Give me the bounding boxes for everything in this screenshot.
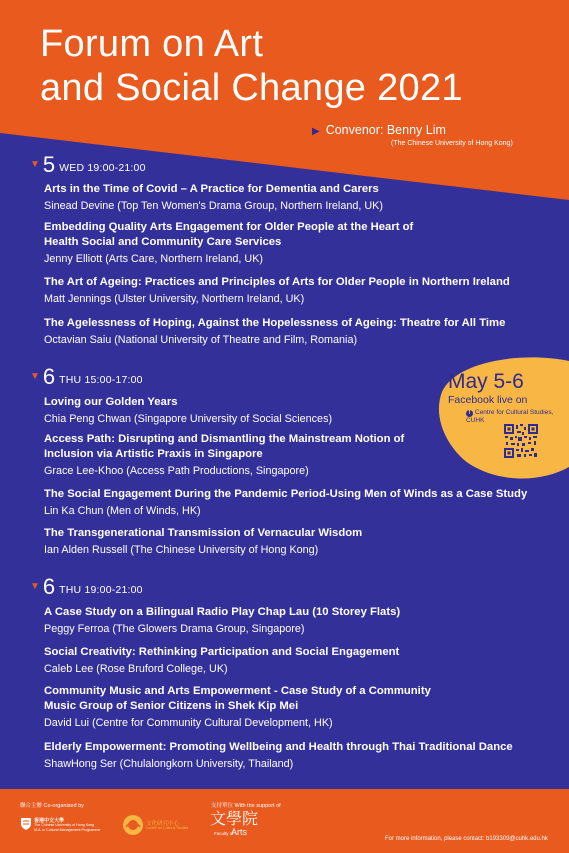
talk-speaker: Chia Peng Chwan (Singapore University of Social Sciences) bbox=[44, 413, 333, 425]
talk-speaker: Lin Ka Chun (Men of Winds, HK) bbox=[44, 505, 201, 517]
talk-speaker: Octavian Saiu (National University of Theatre and Film, Romania) bbox=[44, 334, 358, 346]
talk-title-line-2: Health Social and Community Care Services bbox=[44, 236, 282, 248]
talk-title: The Transgenerational Transmission of Vernacular Wisdom bbox=[44, 527, 363, 539]
talk-item bbox=[44, 432, 404, 478]
talk-item bbox=[44, 605, 400, 636]
ccs-name-cn: 文化研究中心 bbox=[146, 821, 180, 827]
ccs-name-en: Centre for Cultural Studies bbox=[146, 826, 189, 830]
facebook-page bbox=[466, 409, 553, 417]
talk-title: Community Music and Arts Empowerment - Case Study of a Community bbox=[44, 685, 431, 697]
talk-speaker: Peggy Ferroa (The Glowers Drama Group, Singapore) bbox=[44, 623, 305, 635]
triangle-icon: ▶ bbox=[312, 126, 320, 137]
talk-speaker: Ian Alden Russell (The Chinese University of Hong Kong) bbox=[44, 544, 319, 556]
cuhk-programme: M.A. in Cultural Management Programme bbox=[34, 828, 101, 832]
talk-item bbox=[44, 316, 505, 347]
convenor-affiliation: (The Chinese University of Hong Kong) bbox=[391, 140, 513, 147]
talk-speaker: Caleb Lee (Rose Bruford College, UK) bbox=[44, 663, 228, 675]
talk-item bbox=[44, 220, 413, 266]
support-label: 支持單位 With the support of bbox=[211, 803, 281, 809]
co-organised-label: 聯合主辦 Co-organised by bbox=[20, 803, 84, 809]
footer-orange-band bbox=[0, 789, 569, 853]
facebook-icon: f bbox=[466, 410, 473, 417]
live-info bbox=[448, 370, 553, 425]
session-header bbox=[30, 364, 143, 390]
arts-label: Arts bbox=[231, 827, 248, 837]
talk-title-line-2: Inclusion via Artistic Praxis in Singapore bbox=[44, 448, 263, 460]
forum-title bbox=[40, 22, 463, 110]
facebook-live-label: Facebook live on bbox=[448, 394, 528, 406]
talk-title: Arts in the Time of Covid – A Practice for Dementia and Carers bbox=[44, 183, 379, 195]
title-line-1: Forum on Art bbox=[40, 23, 264, 65]
talk-title: Elderly Empowerment: Promoting Wellbeing and Health through Thai Traditional Dance bbox=[44, 741, 513, 753]
triangle-down-icon: ▼ bbox=[30, 581, 40, 592]
convenor-name: Convenor: Benny Lim bbox=[325, 123, 446, 137]
talk-title: Social Creativity: Rethinking Participation and Social Engagement bbox=[44, 646, 400, 658]
convenor bbox=[312, 123, 446, 137]
triangle-down-icon: ▼ bbox=[30, 159, 40, 170]
talk-title-line-2: Music Group of Senior Citizens in Shek Kip Mei bbox=[44, 700, 299, 712]
talk-speaker: ShawHong Ser (Chulalongkorn University, Thailand) bbox=[44, 758, 294, 770]
ccs-emblem-icon bbox=[122, 814, 144, 836]
talk-speaker: Matt Jennings (Ulster University, Northern Ireland, UK) bbox=[44, 293, 305, 305]
faculty-of-arts-logo bbox=[210, 811, 259, 837]
contact-info: For more information, please contact: b193309@cuhk.edu.hk bbox=[385, 836, 548, 842]
facebook-page-line-1: Centre for Cultural Studies, bbox=[475, 409, 554, 416]
talk-title: The Social Engagement During the Pandemic Period-Using Men of Winds as a Case Study bbox=[44, 488, 528, 500]
cuhk-name-en: The Chinese University of Hong Kong bbox=[34, 823, 95, 827]
talk-title: Access Path: Disrupting and Dismantling the Mainstream Notion of bbox=[44, 433, 405, 445]
session-time: THU 19:00-21:00 bbox=[59, 584, 143, 596]
talk-speaker: Sinead Devine (Top Ten Women's Drama Group, Northern Ireland, UK) bbox=[44, 200, 383, 212]
talk-title: The Agelessness of Hoping, Against the Hopelessness of Ageing: Theatre for All Time bbox=[44, 317, 506, 329]
qr-code-icon[interactable] bbox=[503, 423, 539, 459]
faculty-arts-cn: 文學院 bbox=[210, 811, 259, 828]
talk-title: Embedding Quality Arts Engagement for Older People at the Heart of bbox=[44, 221, 414, 233]
session-day: 5 bbox=[42, 152, 56, 177]
live-date: May 5-6 bbox=[448, 370, 524, 393]
session-day: 6 bbox=[42, 574, 56, 599]
talk-speaker: Jenny Elliott (Arts Care, Northern Ireland, UK) bbox=[44, 253, 264, 265]
talk-item bbox=[44, 684, 431, 730]
talk-item bbox=[44, 526, 362, 557]
talk-title: A Case Study on a Bilingual Radio Play Chap Lau (10 Storey Flats) bbox=[44, 606, 401, 618]
triangle-down-icon: ▼ bbox=[30, 371, 40, 382]
talk-item bbox=[44, 182, 383, 213]
session-time: THU 15:00-17:00 bbox=[59, 374, 143, 386]
talk-title: Loving our Golden Years bbox=[44, 396, 178, 408]
facebook-page-line-2: CUHK bbox=[466, 417, 485, 424]
talk-item bbox=[44, 645, 399, 676]
talk-item bbox=[44, 487, 527, 518]
talk-speaker: David Lui (Centre for Community Cultural Development, HK) bbox=[44, 717, 333, 729]
talk-item bbox=[44, 275, 510, 306]
session-day: 6 bbox=[42, 364, 56, 389]
talk-item bbox=[44, 395, 332, 426]
talk-item bbox=[44, 740, 513, 771]
title-line-2: and Social Change 2021 bbox=[40, 67, 463, 109]
talk-title: The Art of Ageing: Practices and Principles of Arts for Older People in Northern Ireland bbox=[44, 276, 510, 288]
faculty-of-label: Faculty of bbox=[214, 831, 234, 836]
session-header bbox=[30, 574, 143, 600]
cuhk-name-cn: 香港中文大學 bbox=[34, 818, 65, 824]
session-header bbox=[30, 152, 146, 178]
cuhk-emblem-icon bbox=[20, 817, 32, 831]
talk-speaker: Grace Lee-Khoo (Access Path Productions, Singapore) bbox=[44, 465, 309, 477]
session-time: WED 19:00-21:00 bbox=[59, 162, 146, 174]
